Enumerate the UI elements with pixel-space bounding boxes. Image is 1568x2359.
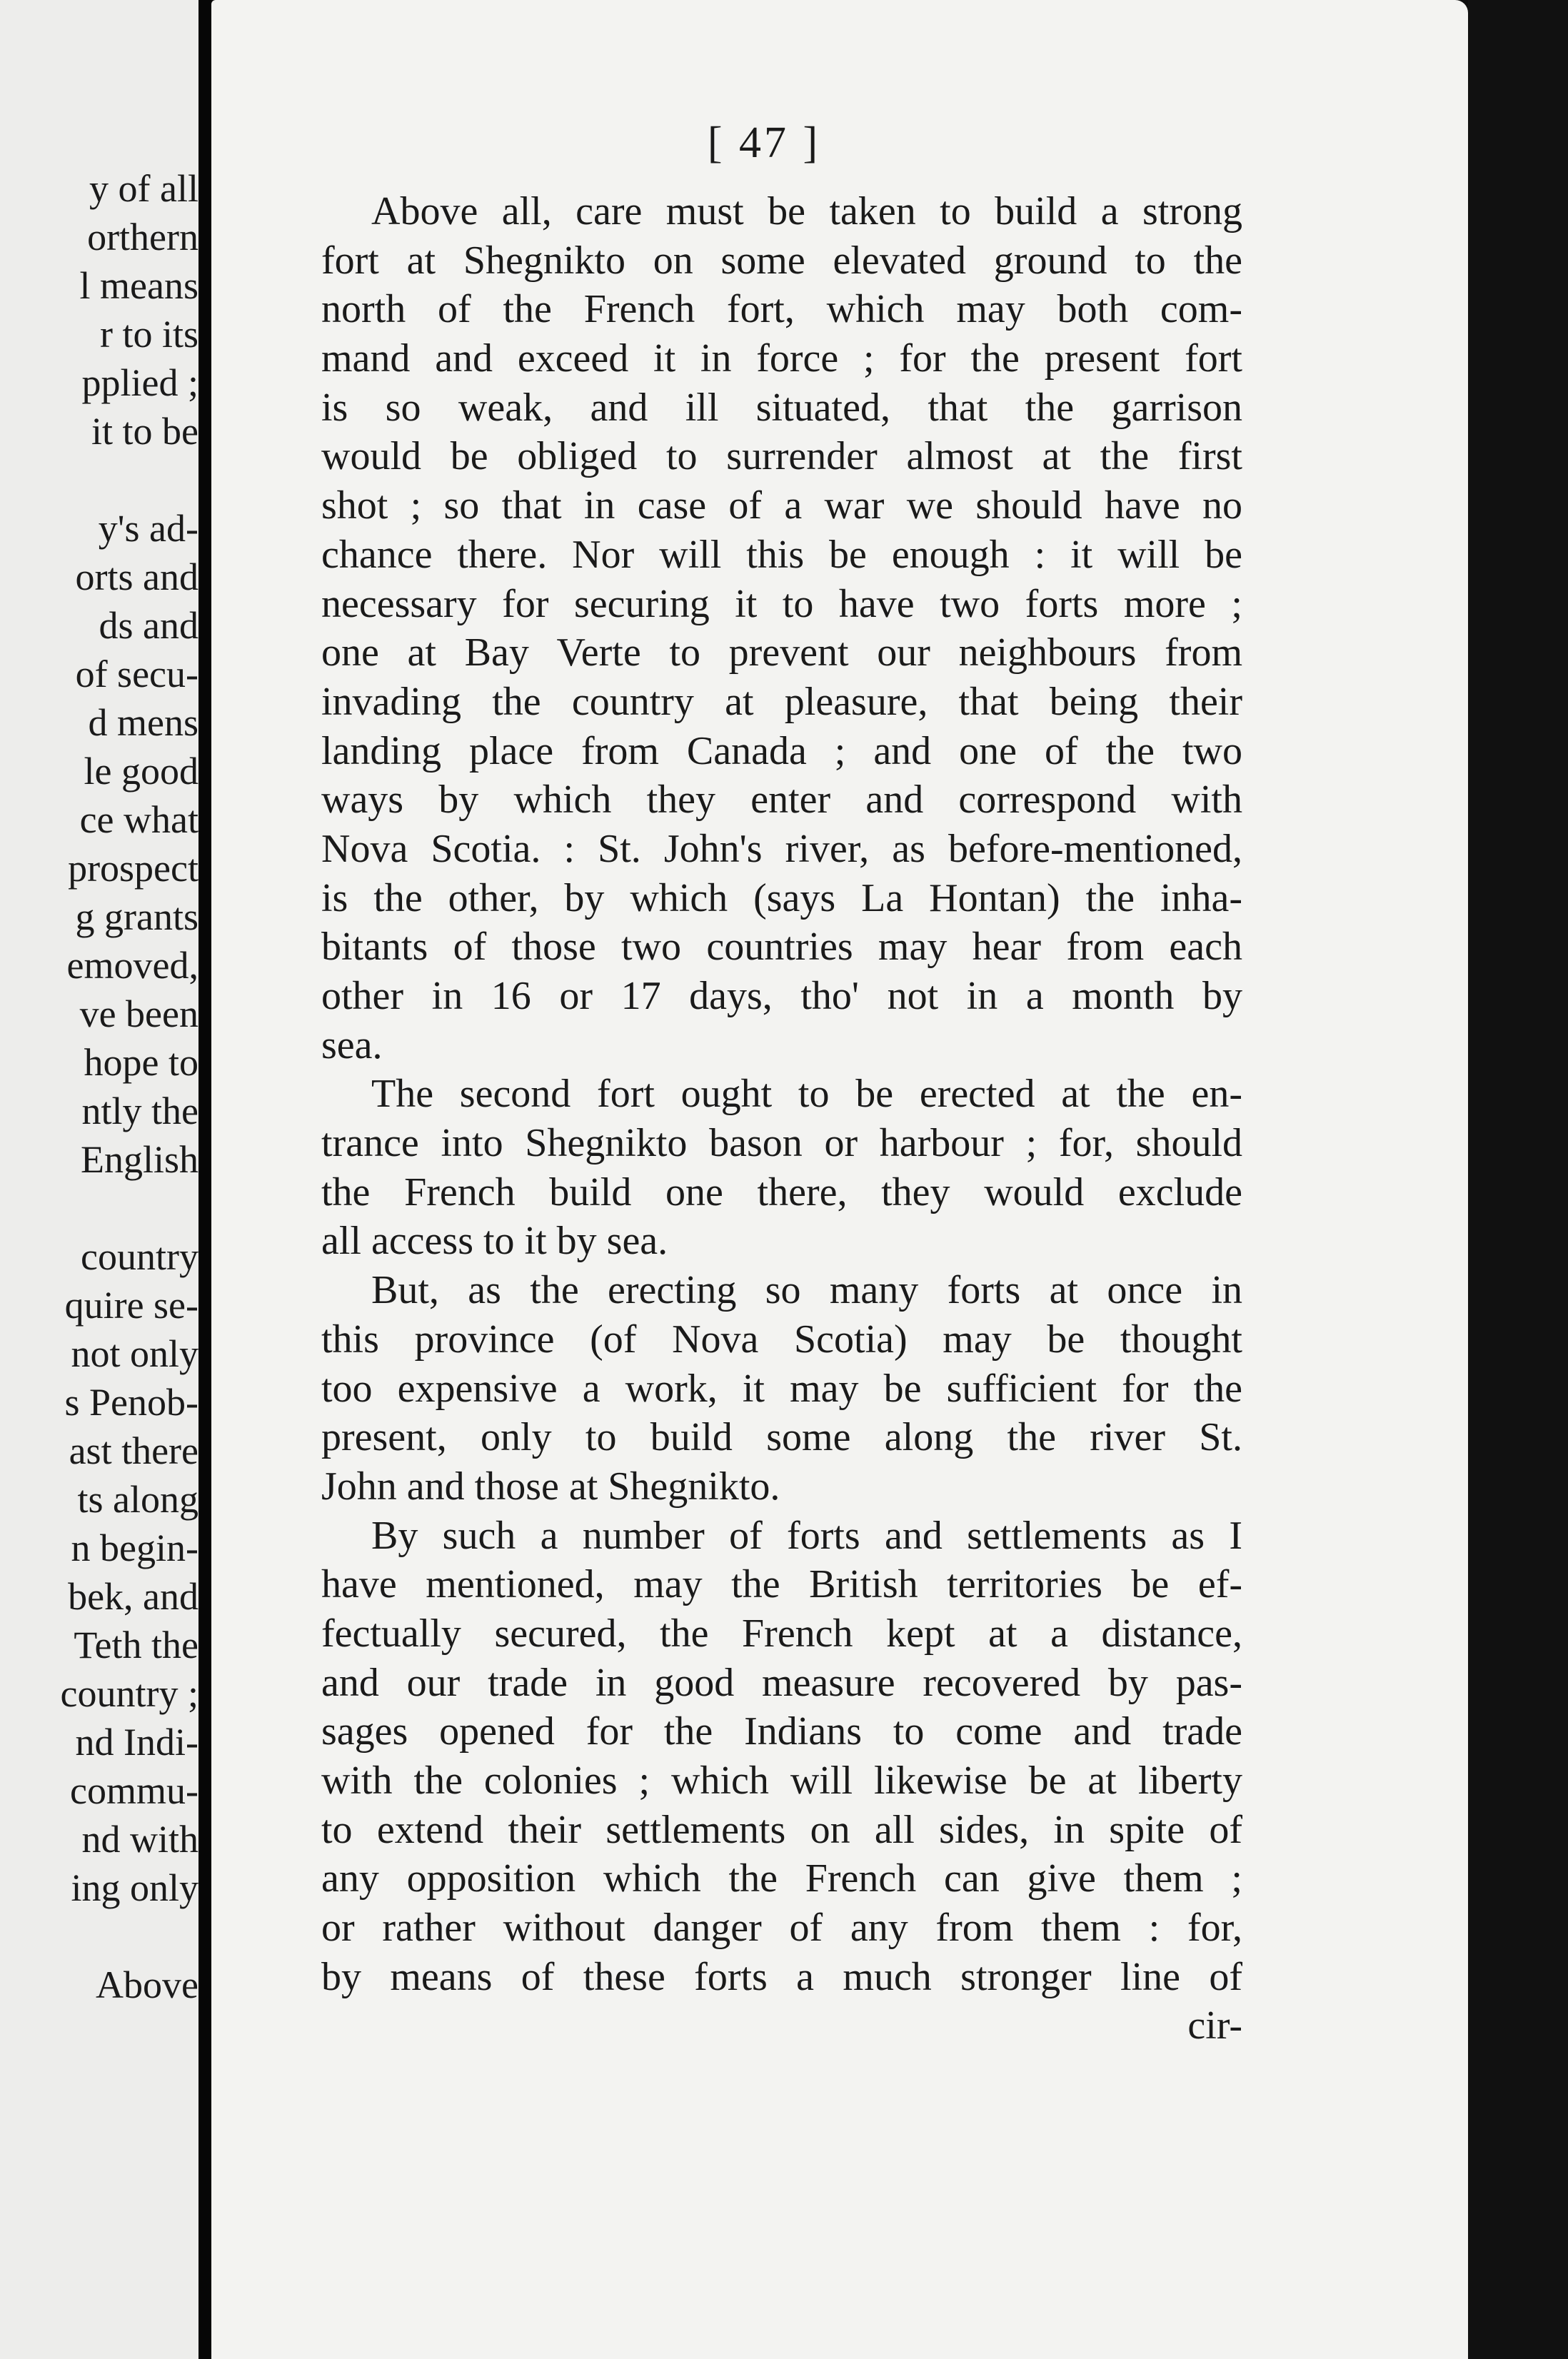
body-line: present, only to build some along the river St. <box>321 1415 1242 1460</box>
body-line: John and those at Shegnikto. <box>321 1464 780 1509</box>
left-page-line: Teth the <box>74 1624 198 1666</box>
left-page-line: ntly the <box>81 1090 198 1132</box>
left-page-line: y of all <box>89 167 198 210</box>
body-line: would be obliged to surrender almost at the first <box>321 434 1242 479</box>
body-line: invading the country at pleasure, that being their <box>321 679 1242 724</box>
body-line: with the colonies ; which will likewise be at liberty <box>321 1759 1242 1803</box>
left-page-line: Above <box>96 1963 198 2006</box>
page-gutter <box>198 0 211 2359</box>
left-page-line: le good <box>84 750 198 793</box>
body-line: fort at Shegnikto on some elevated ground to the <box>321 238 1242 283</box>
body-line: too expensive a work, it may be sufficient for the <box>321 1366 1242 1411</box>
left-page-line: r to its <box>99 313 198 356</box>
left-page-line: it to be <box>91 410 198 453</box>
left-page-line: country <box>81 1235 198 1278</box>
left-page-line: of secu- <box>75 653 198 695</box>
left-page-line: not only <box>71 1332 198 1375</box>
body-line: mand and exceed it in force ; for the present fort <box>321 336 1242 381</box>
body-line: By such a number of forts and settlements as I <box>371 1513 1242 1558</box>
body-line: to extend their settlements on all sides, in spite of <box>321 1807 1242 1852</box>
body-line: chance there. Nor will this be enough : it will be <box>321 532 1242 577</box>
left-page-line: commu- <box>70 1769 198 1812</box>
left-page-line: emoved, <box>66 944 198 987</box>
left-page-line: nd with <box>81 1818 198 1861</box>
left-page-line: s Penob- <box>64 1381 198 1424</box>
body-line: north of the French fort, which may both com- <box>321 287 1242 332</box>
body-line: landing place from Canada ; and one of the two <box>321 728 1242 773</box>
body-line: Nova Scotia. : St. John's river, as before-mentioned, <box>321 826 1242 871</box>
body-line: necessary for securing it to have two forts more ; <box>321 581 1242 626</box>
body-line: by means of these forts a much stronger line of <box>321 1954 1242 1999</box>
right-page-edge <box>1468 0 1568 2359</box>
body-line: sages opened for the Indians to come and trade <box>321 1709 1242 1754</box>
page-body-text <box>321 187 1242 2051</box>
left-page-line: orts and <box>75 555 198 598</box>
left-page-line: bek, and <box>68 1575 198 1618</box>
left-page-line: y's ad- <box>98 507 198 550</box>
left-page-line: prospect <box>68 847 198 890</box>
left-page-line: pplied ; <box>81 361 198 404</box>
body-line: fectually secured, the French kept at a distance, <box>321 1611 1242 1656</box>
body-line: the French build one there, they would exclude <box>321 1170 1242 1214</box>
body-line: and our trade in good measure recovered by pas- <box>321 1660 1242 1705</box>
body-line: or rather without danger of any from them : for, <box>321 1906 1242 1951</box>
page-number-header: [ 47 ] <box>707 119 821 167</box>
left-page-line: ve been <box>79 992 198 1035</box>
body-line: have mentioned, may the British territories be ef- <box>321 1562 1242 1607</box>
left-page-line: ds and <box>99 604 198 647</box>
left-page-line: nd Indi- <box>75 1721 198 1764</box>
body-line: any opposition which the French can give them ; <box>321 1856 1242 1901</box>
left-page-line: ing only <box>71 1866 198 1909</box>
body-line: all access to it by sea. <box>321 1219 668 1264</box>
left-page-line: quire se- <box>64 1284 198 1327</box>
body-line: is so weak, and ill situated, that the garrison <box>321 385 1242 430</box>
body-line: is the other, by which (says La Hontan) the inha- <box>321 875 1242 920</box>
left-page-line: ts along <box>77 1478 198 1521</box>
body-line: sea. <box>321 1022 383 1067</box>
body-line: bitants of those two countries may hear from each <box>321 925 1242 970</box>
left-page-line: country ; <box>60 1672 198 1715</box>
left-page-fragment <box>0 0 198 2359</box>
left-page-line: ce what <box>79 798 198 841</box>
left-page-line: d mens <box>88 701 198 744</box>
left-page-line: l means <box>79 264 198 307</box>
left-page-line: hope to <box>84 1041 198 1084</box>
left-page-line: ast there <box>69 1429 198 1472</box>
body-line: The second fort ought to be erected at the en- <box>371 1072 1242 1117</box>
left-page-line: g grants <box>75 895 198 938</box>
body-line: But, as the erecting so many forts at once in <box>371 1268 1242 1313</box>
body-line: other in 16 or 17 days, tho' not in a month by <box>321 974 1242 1018</box>
body-line: ways by which they enter and correspond with <box>321 778 1242 823</box>
body-line: Above all, care must be taken to build a strong <box>371 189 1242 233</box>
body-line: trance into Shegnikto bason or harbour ; for, should <box>321 1121 1242 1166</box>
left-page-line: orthern <box>87 216 198 258</box>
left-page-line: n begin- <box>71 1526 198 1569</box>
left-page-line: English <box>80 1138 198 1181</box>
body-line: cir- <box>1187 2003 1242 2048</box>
body-line: shot ; so that in case of a war we should have no <box>321 483 1242 528</box>
body-line: one at Bay Verte to prevent our neighbours from <box>321 630 1242 675</box>
body-line: this province (of Nova Scotia) may be thought <box>321 1317 1242 1362</box>
